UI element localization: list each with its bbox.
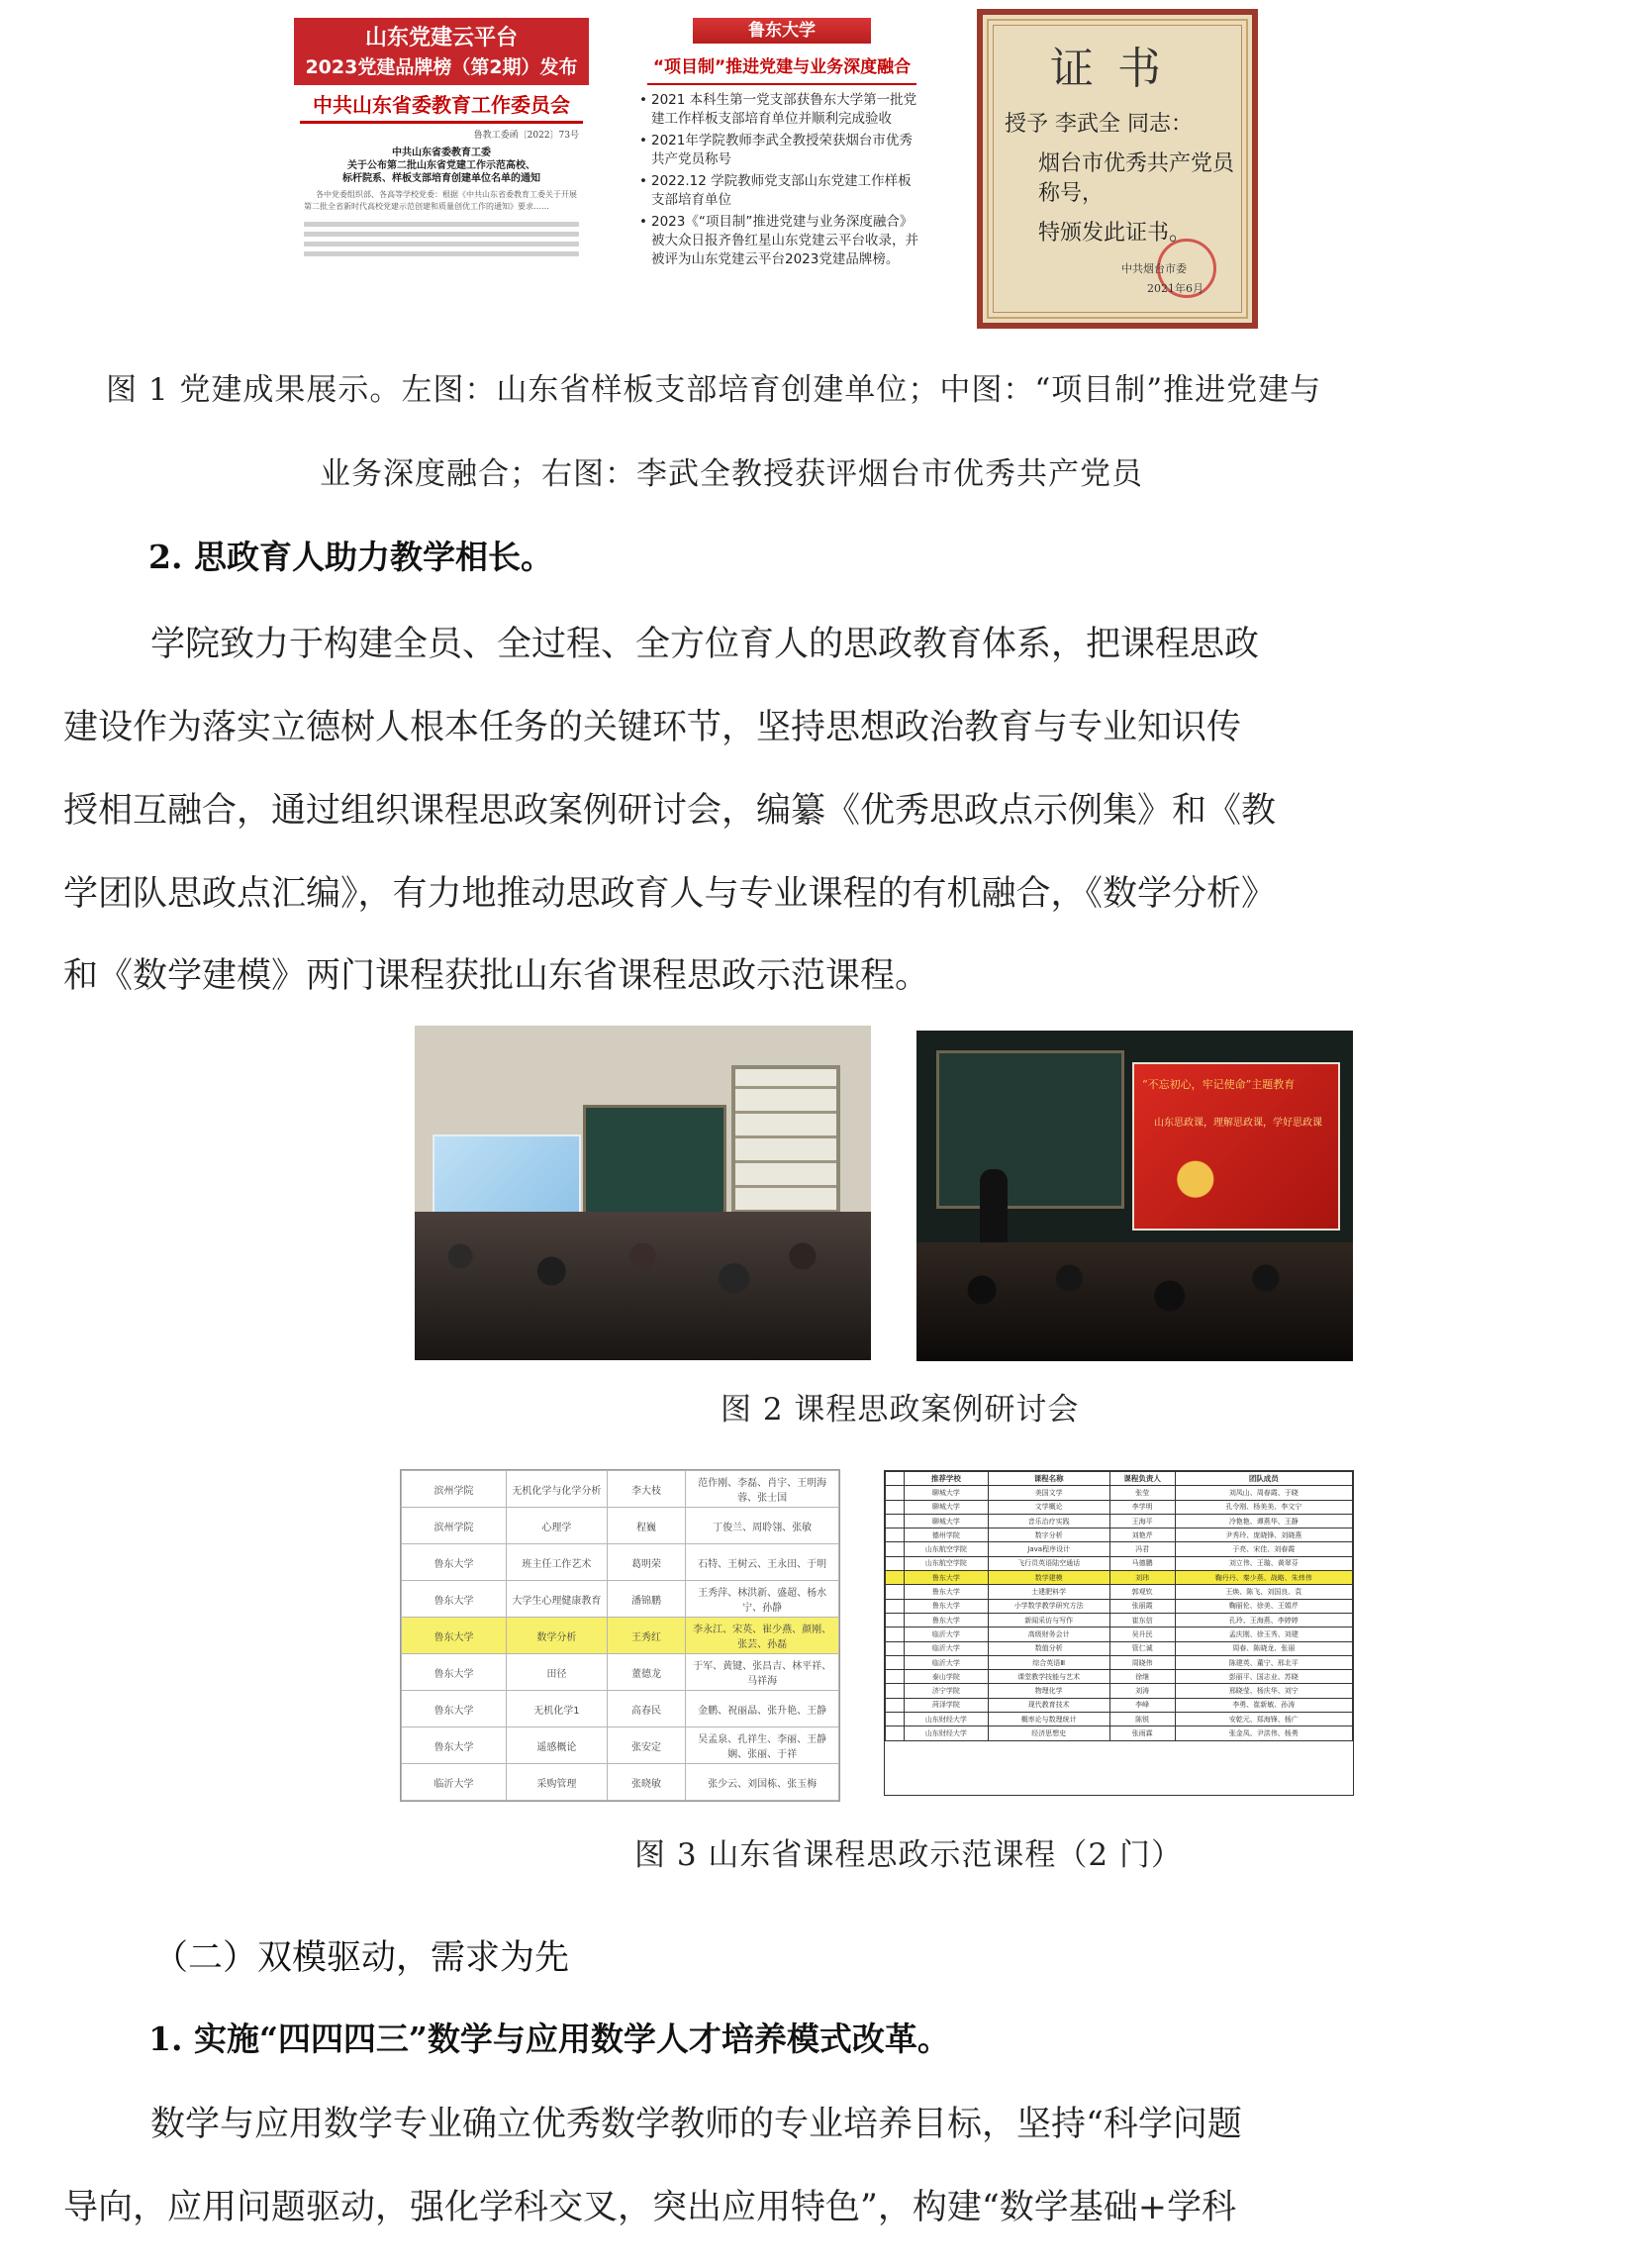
paragraph-line: 学团队思政点汇编》，有力地推动思政育人与专业课程的有机融合，《数学分析》 [63, 874, 1277, 914]
table-cell: 鲁东大学 [904, 1613, 988, 1627]
notice-heading-3: 标杆院系、样板支部培育创建单位名单的通知 [342, 173, 540, 184]
table-row [886, 1571, 1353, 1585]
demo-course-table-right [884, 1470, 1354, 1796]
table-row [886, 1698, 1353, 1712]
table-cell: 吴孟泉、孔祥生、李丽、王静娴、张丽、于祥 [686, 1727, 839, 1764]
achievement-list [633, 91, 930, 269]
list-item: • 2022.12 学院教师党支部山东党建工作样板支部培育单位 [651, 172, 920, 210]
table-cell: 于军、黄键、张昌吉、林平祥、马祥海 [686, 1654, 839, 1691]
table-cell: 鲁东大学 [402, 1544, 507, 1581]
table-cell: 崔东信 [1109, 1613, 1175, 1627]
table-cell: 高级财务会计 [988, 1627, 1109, 1641]
seminar-photo-right [916, 1031, 1353, 1361]
figure2-caption: 图 2 课程思政案例研讨会 [721, 1392, 1080, 1428]
table-cell [886, 1571, 905, 1585]
table-cell [886, 1641, 905, 1655]
table-cell: 鲁东大学 [904, 1599, 988, 1613]
table-row [886, 1500, 1353, 1514]
table-row [886, 1627, 1353, 1641]
table-cell: 无机化学1 [507, 1691, 608, 1727]
table-cell: 新闻采访与写作 [988, 1613, 1109, 1627]
table-cell: 德州学院 [904, 1528, 988, 1542]
table-cell: 周春、陈晓龙、张丽 [1175, 1641, 1352, 1655]
table-cell: 范作刚、李磊、肖宇、王明海蓉、张士国 [686, 1471, 839, 1508]
table-cell: 刘凤山、周春霞、于晓 [1175, 1486, 1352, 1500]
table-cell: 飞行员英语陆空通话 [988, 1556, 1109, 1570]
table-row [886, 1655, 1353, 1669]
table-row [886, 1726, 1353, 1740]
table-cell: 邢晓莹、杨庆华、刘宁 [1175, 1684, 1352, 1698]
table-cell: 山东航空学院 [904, 1542, 988, 1556]
paragraph-line: 建设作为落实立德树人根本任务的关键环节，坚持思想政治教育与专业知识传 [63, 708, 1242, 747]
list-item: • 2021 本科生第一党支部获鲁东大学第一批党建工作样板支部培育单位并顺利完成验收 [651, 91, 920, 129]
table-cell: 鲁东大学 [402, 1691, 507, 1727]
table-row [402, 1618, 839, 1654]
list-item: • 2021年学院教师李武全教授荣获烟台市优秀共产党员称号 [651, 132, 920, 169]
table-cell: 临沂大学 [904, 1655, 988, 1669]
table-cell: 临沂大学 [904, 1627, 988, 1641]
table-cell: 土建肥料学 [988, 1585, 1109, 1599]
table-cell [886, 1528, 905, 1542]
table-cell: 美国文学 [988, 1486, 1109, 1500]
list-item: • 2023《“项目制”推进党建与业务深度融合》被大众日报齐鲁红星山东党建云平台收录，并被评为山东党建云平台2023党建品牌榜。 [651, 213, 920, 269]
project-title: “项目制”推进党建与业务深度融合 [652, 57, 912, 77]
text-line [304, 222, 579, 227]
table-cell [886, 1599, 905, 1613]
table-cell: Java程序设计 [988, 1542, 1109, 1556]
table-cell: 山东航空学院 [904, 1556, 988, 1570]
table-row [886, 1613, 1353, 1627]
table-cell [886, 1486, 905, 1500]
table-row [886, 1486, 1353, 1500]
table-cell: 张金凤、尹洪伟、杨勇 [1175, 1726, 1352, 1740]
title-divider [647, 83, 916, 85]
table-cell: 聊城大学 [904, 1486, 988, 1500]
table-cell: 李大枝 [607, 1471, 686, 1508]
screen-title: “不忘初心，牢记使命”主题教育 [1142, 1078, 1296, 1091]
audience [415, 1212, 871, 1360]
table-cell: 董德龙 [607, 1654, 686, 1691]
table-cell [886, 1670, 905, 1684]
table-cell: 李峰 [1109, 1698, 1175, 1712]
table-cell: 张莹 [1109, 1486, 1175, 1500]
window [731, 1065, 840, 1214]
table-cell [886, 1726, 905, 1740]
column-header [886, 1472, 905, 1486]
paragraph-line: 学院致力于构建全员、全过程、全方位育人的思政教育体系，把课程思政 [150, 625, 1260, 664]
section-heading: （二）双模驱动，需求为先 [153, 1938, 570, 1978]
table-cell: 刘玮 [1109, 1571, 1175, 1585]
figure1-caption-line1: 图 1 党建成果展示。左图：山东省样板支部培育创建单位；中图：“项目制”推进党建与 [106, 372, 1322, 408]
table-row [886, 1542, 1353, 1556]
table-cell: 金鹏、祝丽晶、张升艳、王静 [686, 1691, 839, 1727]
notice-heading-2: 关于公布第二批山东省党建工作示范高校、 [347, 160, 535, 171]
table-cell [886, 1655, 905, 1669]
screen-subtitle: 山东思政课，理解思政课，学好思政课 [1154, 1118, 1322, 1129]
table-cell: 高春民 [607, 1691, 686, 1727]
table-cell: 山东财经大学 [904, 1726, 988, 1740]
paragraph-line: 和《数学建模》两门课程获批山东省课程思政示范课程。 [63, 956, 930, 996]
figure1-middle-image [633, 18, 930, 327]
certificate-honor: 烟台市优秀共产党员称号， [1038, 151, 1235, 206]
table-cell: 滨州学院 [402, 1471, 507, 1508]
table-cell: 王海平 [1109, 1514, 1175, 1528]
column-header: 课程负责人 [1109, 1472, 1175, 1486]
table-cell: 葛明荣 [607, 1544, 686, 1581]
table-cell: 鞠丽伦、徐美、王娟芹 [1175, 1599, 1352, 1613]
text-line [304, 232, 579, 237]
table-cell: 冯君 [1109, 1542, 1175, 1556]
table-row [886, 1585, 1353, 1599]
table-row [402, 1654, 839, 1691]
banner-subtitle: 2023党建品牌榜（第2期）发布 [305, 56, 578, 78]
table-cell: 聊城大学 [904, 1500, 988, 1514]
certificate-issuer: 中共烟台市委 [1121, 262, 1187, 275]
table-cell: 周晓伟 [1109, 1655, 1175, 1669]
table-cell: 采购管理 [507, 1764, 608, 1801]
column-header: 团队成员 [1175, 1472, 1352, 1486]
table-cell: 文学概论 [988, 1500, 1109, 1514]
table-cell [886, 1684, 905, 1698]
table-cell: 鲁东大学 [402, 1654, 507, 1691]
table-cell [886, 1542, 905, 1556]
document-number: 鲁教工委函〔2022〕73号 [473, 131, 579, 141]
party-cloud-banner [294, 18, 589, 85]
table-cell [886, 1556, 905, 1570]
table-row [402, 1581, 839, 1618]
demo-course-table-left [400, 1469, 840, 1802]
table-row [402, 1544, 839, 1581]
table-cell [886, 1627, 905, 1641]
table-row [886, 1670, 1353, 1684]
table-cell: 数学建模 [988, 1571, 1109, 1585]
table-cell: 课堂教学技能与艺术 [988, 1670, 1109, 1684]
table-cell: 徐继 [1109, 1670, 1175, 1684]
table-cell: 音乐治疗实践 [988, 1514, 1109, 1528]
table-cell: 数字分析 [988, 1528, 1109, 1542]
table-cell: 临沂大学 [402, 1764, 507, 1801]
table-row [886, 1556, 1353, 1570]
table-row [402, 1727, 839, 1764]
table-cell: 大学生心理健康教育 [507, 1581, 608, 1618]
table-cell: 山东财经大学 [904, 1713, 988, 1726]
projector-screen [1132, 1062, 1340, 1231]
table-cell: 丁俊兰、周聆翎、张敏 [686, 1508, 839, 1544]
table-cell [886, 1713, 905, 1726]
table-cell: 王秀萍、林洪新、盛超、杨水宁、孙静 [686, 1581, 839, 1618]
table-cell: 综合英语Ⅲ [988, 1655, 1109, 1669]
certificate-statement: 特颁发此证书。 [1038, 221, 1192, 246]
table-cell: 滨州学院 [402, 1508, 507, 1544]
table-cell: 张少云、刘国栋、张玉梅 [686, 1764, 839, 1801]
table-row [402, 1471, 839, 1508]
table-cell: 数值分析 [988, 1641, 1109, 1655]
text-line [304, 251, 579, 256]
banner-title: 山东党建云平台 [364, 26, 518, 50]
table-cell: 现代教育技术 [988, 1698, 1109, 1712]
table-row [886, 1528, 1353, 1542]
table-cell: 陈建英、董宁、邢北平 [1175, 1655, 1352, 1669]
table-row [402, 1508, 839, 1544]
table-cell: 冷艳艳、谭燕华、王静 [1175, 1514, 1352, 1528]
table-cell: 物理化学 [988, 1684, 1109, 1698]
table-cell: 孔令刚、杨美美、李文宁 [1175, 1500, 1352, 1514]
university-logo: 鲁东大学 [693, 18, 871, 44]
table-cell: 尹秀玲、庞晓锋、刘晓燕 [1175, 1528, 1352, 1542]
table-cell: 聊城大学 [904, 1514, 988, 1528]
table-cell: 菏泽学院 [904, 1698, 988, 1712]
paragraph-line: 数学与应用数学专业确立优秀数学教师的专业培养目标，坚持“科学问题 [150, 2105, 1242, 2144]
table-cell: 鲁东大学 [904, 1585, 988, 1599]
section-heading: 2. 思政育人助力教学相长。 [148, 538, 553, 576]
table-cell: 刘涛 [1109, 1684, 1175, 1698]
table-cell: 吴升民 [1109, 1627, 1175, 1641]
table-cell: 于亮、宋佳、刘春霞 [1175, 1542, 1352, 1556]
figure1-caption-line2: 业务深度融合；右图：李武全教授获评烟台市优秀共产党员 [320, 456, 1143, 492]
paragraph-line: 导向，应用问题驱动，强化学科交叉，突出应用特色”，构建“数学基础+学科 [63, 2188, 1237, 2227]
column-header: 推荐学校 [904, 1472, 988, 1486]
table-cell: 陈锐 [1109, 1713, 1175, 1726]
table-cell: 孟庆刚、徐玉秀、刘建 [1175, 1627, 1352, 1641]
table-cell: 鲁东大学 [904, 1571, 988, 1585]
table-cell: 王秀红 [607, 1618, 686, 1654]
table-cell: 潘锦鹏 [607, 1581, 686, 1618]
table-cell: 安乾元、郑海锋、杨广 [1175, 1713, 1352, 1726]
table-cell: 李永江、宋英、崔少燕、颜刚、张芸、孙磊 [686, 1618, 839, 1654]
table-row [402, 1764, 839, 1801]
table-cell: 班主任工作艺术 [507, 1544, 608, 1581]
table-header-row [886, 1472, 1353, 1486]
table-row [886, 1684, 1353, 1698]
certificate-recipient: 授予 李武全 同志： [1005, 112, 1193, 137]
paragraph-line: 授相互融合，通过组织课程思政案例研讨会，编纂《优秀思政点示例集》和《教 [63, 791, 1277, 831]
issuing-organization: 中共山东省委教育工作委员会 [300, 91, 583, 124]
table-cell: 济宁学院 [904, 1684, 988, 1698]
table-cell: 马德鹏 [1109, 1556, 1175, 1570]
seminar-photo-left [415, 1026, 871, 1360]
table-row [886, 1514, 1353, 1528]
table-cell: 李勇、崔新敏、孙涛 [1175, 1698, 1352, 1712]
figure1-left-image [294, 18, 589, 327]
table-cell: 刘艳芹 [1109, 1528, 1175, 1542]
speaker [980, 1169, 1008, 1248]
table-cell: 张晓敏 [607, 1764, 686, 1801]
table-row [402, 1691, 839, 1727]
table-cell: 经济思想史 [988, 1726, 1109, 1740]
table-cell: 概率论与数理统计 [988, 1713, 1109, 1726]
table-cell: 郭观钦 [1109, 1585, 1175, 1599]
certificate-title: 证书 [1050, 44, 1185, 94]
audience [916, 1242, 1353, 1361]
notice-heading-1: 中共山东省委教育工委 [392, 148, 491, 158]
table-cell: 石特、王树云、王永田、于明 [686, 1544, 839, 1581]
table-cell: 张安定 [607, 1727, 686, 1764]
table-cell: 鲁东大学 [402, 1727, 507, 1764]
table-cell: 无机化学与化学分析 [507, 1471, 608, 1508]
notice-body: 各中党委组织部、各高等学校党委：根据《中共山东省委教育工委关于开展第二批全省新时代高校党建示范创建和质量创优工作的通知》要求…… [304, 190, 577, 211]
table-cell: 田径 [507, 1654, 608, 1691]
table-cell: 李学明 [1109, 1500, 1175, 1514]
column-header: 课程名称 [988, 1472, 1109, 1486]
table-cell: 刘立伟、王璇、黄翠芬 [1175, 1556, 1352, 1570]
table-cell: 遥感概论 [507, 1727, 608, 1764]
table-cell: 临沂大学 [904, 1641, 988, 1655]
blackboard [936, 1050, 1124, 1209]
table-cell: 鲁东大学 [402, 1618, 507, 1654]
table-cell: 泰山学院 [904, 1670, 988, 1684]
table-cell [886, 1585, 905, 1599]
table-cell: 程巍 [607, 1508, 686, 1544]
subsection-heading: 1. 实施“四四四三”数学与应用数学人才培养模式改革。 [148, 2020, 950, 2058]
table-cell: 张丽霞 [1109, 1599, 1175, 1613]
table-cell: 鲁东大学 [402, 1581, 507, 1618]
table-cell: 鞠丹丹、秦少燕、战略、朱炜伟 [1175, 1571, 1352, 1585]
table-cell [886, 1500, 905, 1514]
table-cell: 心理学 [507, 1508, 608, 1544]
table-cell [886, 1698, 905, 1712]
table-row [886, 1599, 1353, 1613]
figure3-caption: 图 3 山东省课程思政示范课程（2 门） [634, 1837, 1184, 1873]
table-cell: 王焕、陈飞、刘国良、袁 [1175, 1585, 1352, 1599]
text-line [304, 242, 579, 247]
table-cell: 数学分析 [507, 1618, 608, 1654]
table-row [886, 1713, 1353, 1726]
table [885, 1471, 1353, 1741]
figure1-certificate-image [977, 9, 1258, 329]
table-cell: 孔玲、王海燕、李婷婷 [1175, 1613, 1352, 1627]
table-cell: 彭丽平、国志业、苏晓 [1175, 1670, 1352, 1684]
certificate-date: 2021年6月 [1147, 282, 1204, 295]
table-cell [886, 1613, 905, 1627]
table [401, 1470, 839, 1801]
table-cell: 小学数学教学研究方法 [988, 1599, 1109, 1613]
table-row [886, 1641, 1353, 1655]
table-cell [886, 1514, 905, 1528]
table-cell: 张雨霖 [1109, 1726, 1175, 1740]
table-cell: 管仁诚 [1109, 1641, 1175, 1655]
